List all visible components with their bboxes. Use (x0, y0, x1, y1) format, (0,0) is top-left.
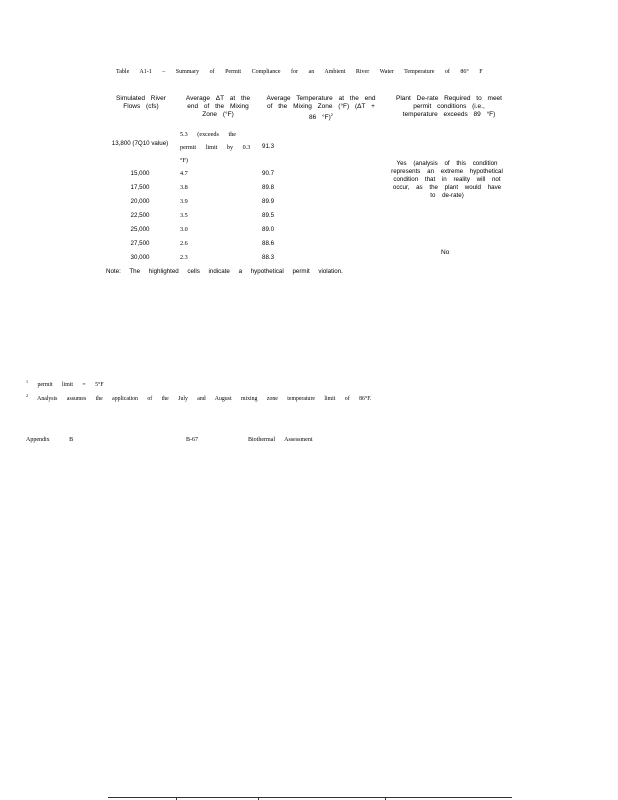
table-row-flow: 15,000 (130, 170, 150, 177)
table-note: Note: The highlighted cells indicate a hypothetical permit violation. (106, 268, 343, 275)
table-row-flow: 20,000 (130, 198, 150, 205)
table-row-avg-temp: 89.0 (262, 226, 275, 233)
table-row-flow: 25,000 (130, 226, 150, 233)
table-row-flow: 27,500 (130, 240, 150, 247)
table-row-delta-t: 3.0 (180, 226, 188, 233)
footer-section: Appendix B (26, 437, 74, 443)
table-row-avg-temp: 88.3 (262, 254, 275, 261)
derate-yes-text: Yes (analysis of this condition represents an extreme hypothetical condition that in reality will not occur, as the plant would have to de-rate) (391, 160, 503, 199)
table-row-avg-temp: 89.8 (262, 184, 275, 191)
table-row-delta-t: 3.9 (180, 198, 188, 205)
table-row-delta-t: 2.6 (180, 240, 188, 247)
table-row-avg-temp: 89.5 (262, 212, 275, 219)
table-row-delta-t: 2.3 (180, 254, 188, 261)
table-row-delta-t: 3.8 (180, 184, 188, 191)
table-row-flow: 30,000 (130, 254, 150, 261)
table-row-avg-temp: 90.7 (262, 170, 275, 177)
header-plant-derate: Plant De-rate Required to meet permit conditions (i.e., temperature exceeds 89 °F) (396, 95, 502, 118)
bottom-table-rule (108, 797, 512, 798)
header-delta-t: Average ΔT at the end of the Mixing Zone (°F) (185, 95, 251, 118)
table-row-flow: 22,500 (130, 212, 150, 219)
footnote-2: $^2$ Analysis assumes the application of the July and August mixing zone temperature limit of 86°F. (26, 393, 372, 402)
header-average-temperature: Average Temperature at the end of the Mixing Zone (°F) (ΔT + 86 °F)$^2$ (266, 95, 376, 122)
table-row-delta-t: 4.7 (180, 170, 188, 177)
table-row-avg-temp: 91.3 (262, 143, 275, 150)
header-river-flows: Simulated River Flows (cfs) (116, 95, 166, 110)
table-row-avg-temp: 89.9 (262, 198, 275, 205)
footer-page-number: B-67 (186, 437, 198, 443)
table-caption: Table A1-1 – Summary of Permit Compliance for an Ambient River Water Temperature of 86° F (116, 69, 483, 75)
table-row-delta-t: 3.5 (180, 212, 188, 219)
footnote-1: $^1$ permit limit = 5°F (26, 379, 104, 388)
table-row-avg-temp: 88.6 (262, 240, 275, 247)
footer-title: Biothermal Assessment (248, 437, 313, 443)
table-row-delta-t: 5.3 (exceeds the permit limit by 0.3 °F) (180, 131, 251, 164)
table-row-flow: 17,500 (130, 184, 150, 191)
derate-no-text: No (441, 249, 450, 256)
table-row-flow: 13,800 (7Q10 value) (111, 140, 169, 147)
